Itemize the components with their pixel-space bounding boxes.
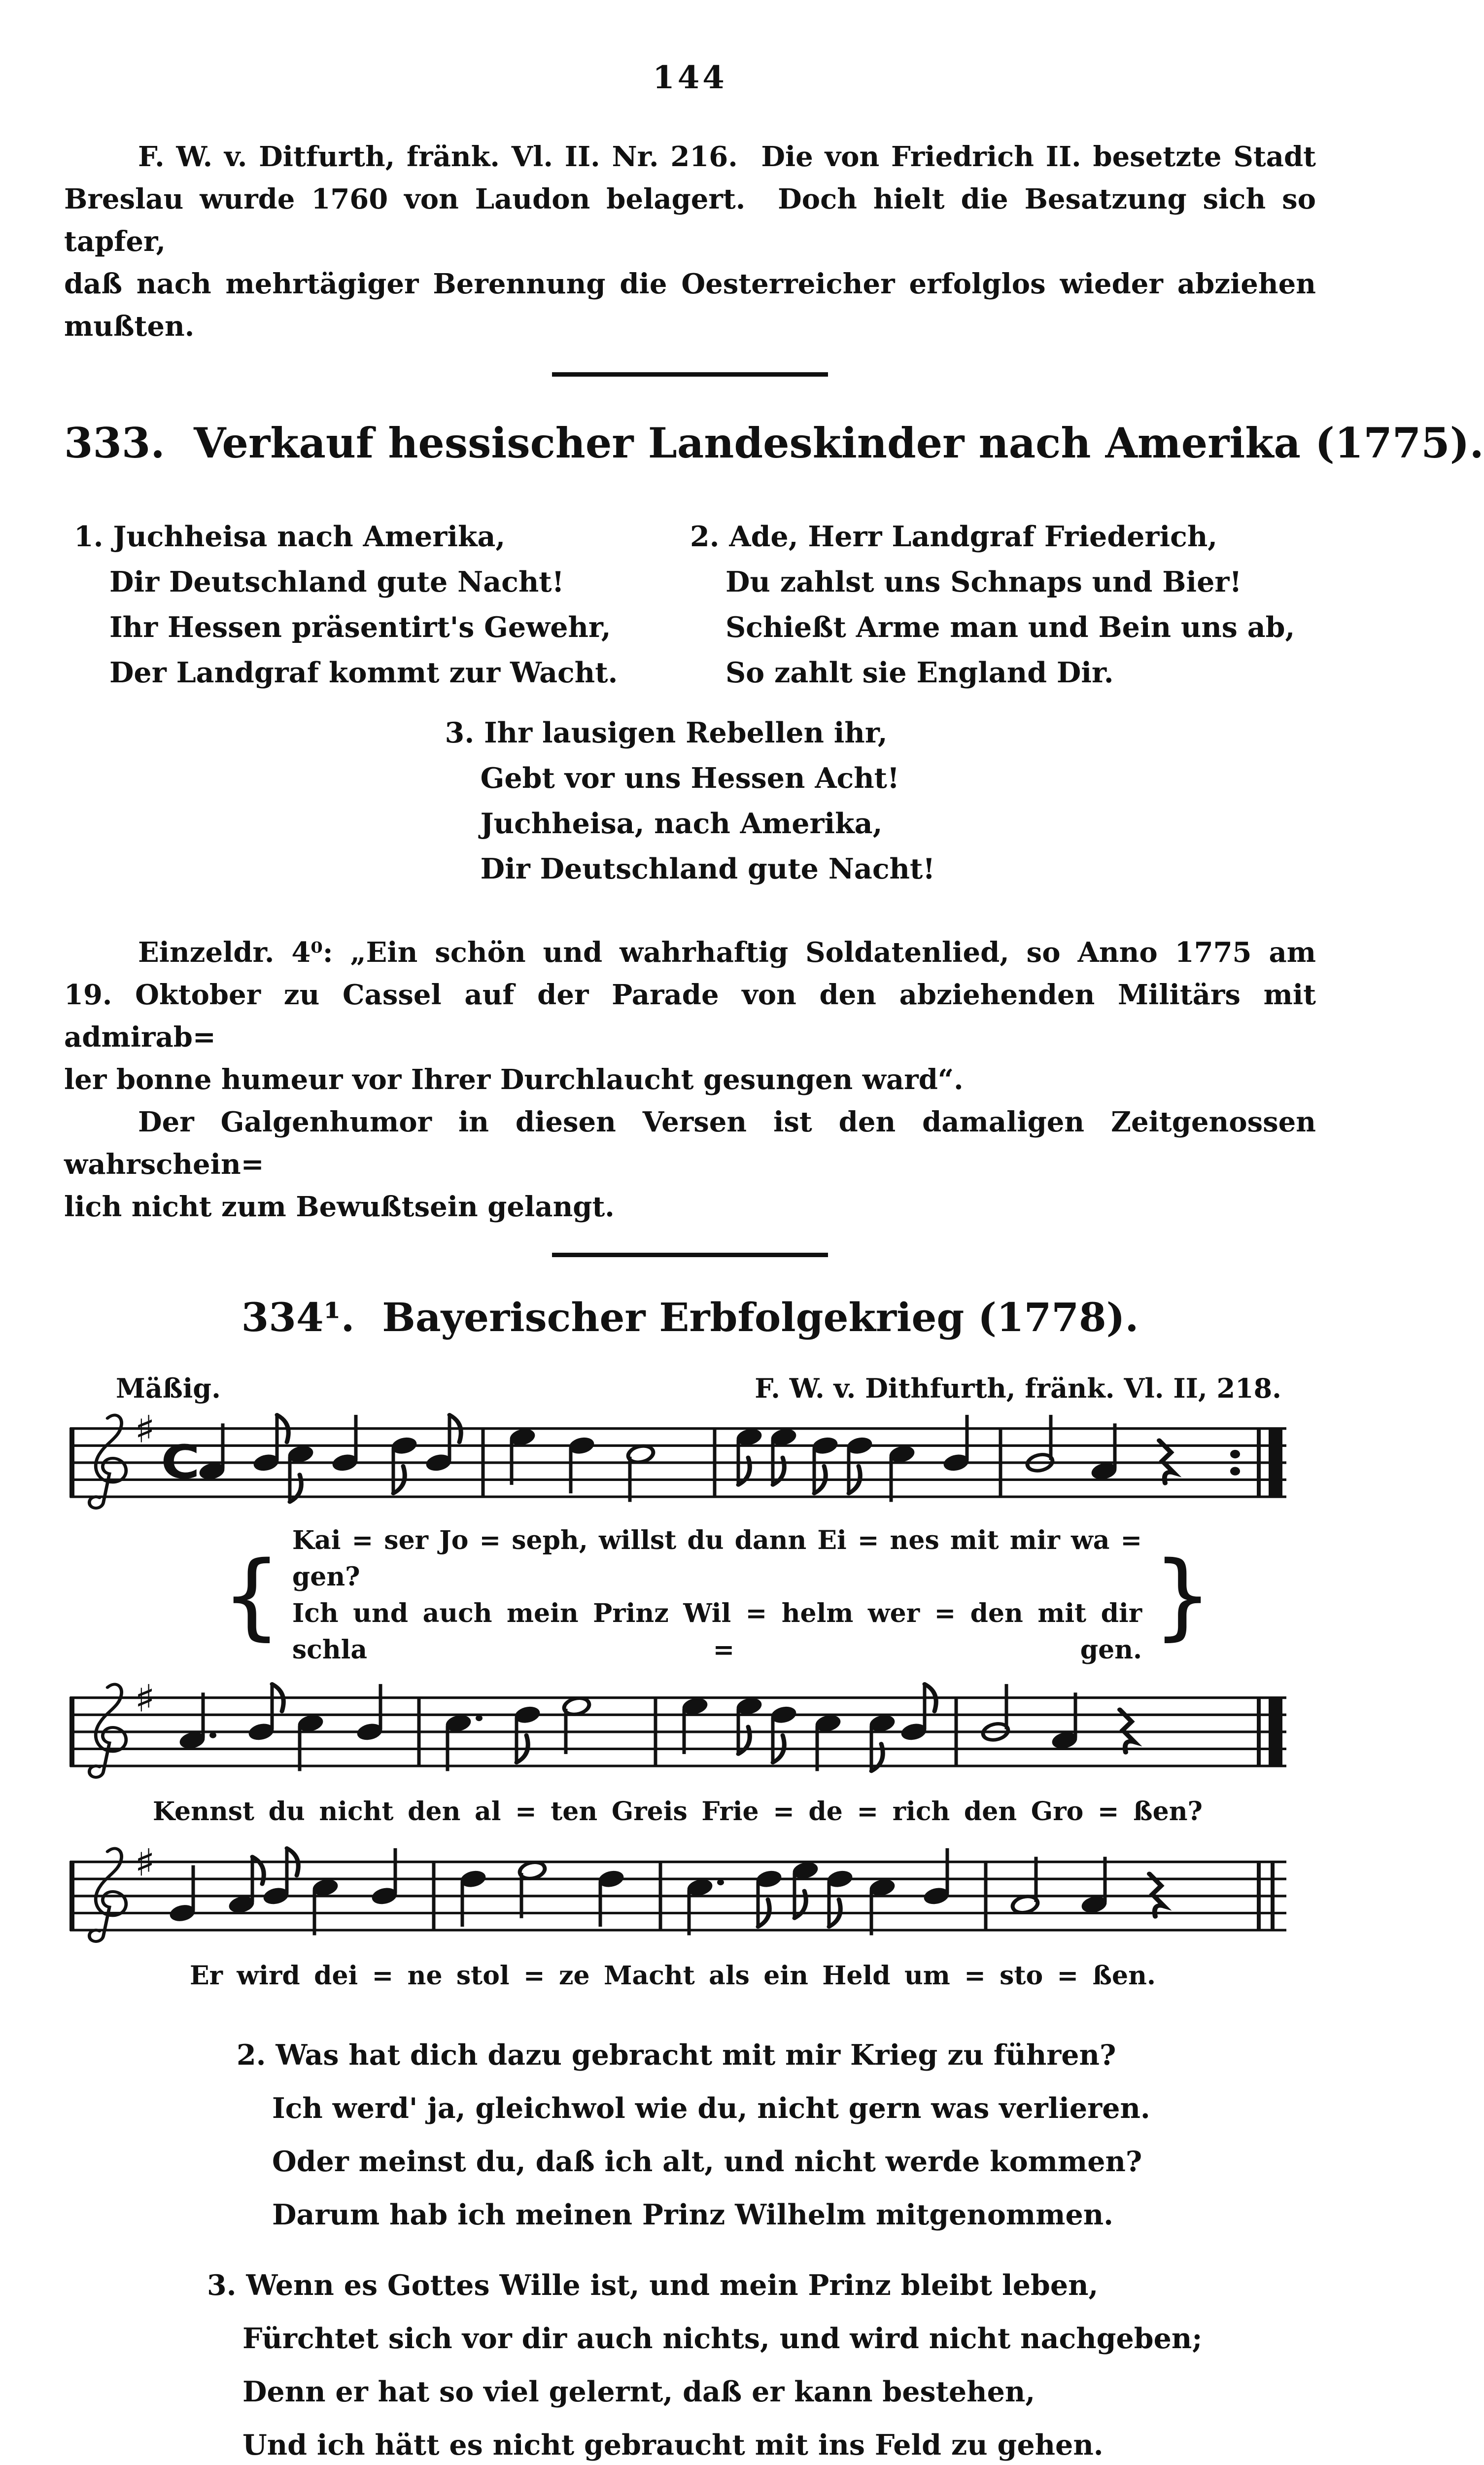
verse-line: Du zahlst uns Schnaps und Bier! bbox=[725, 565, 1242, 599]
song-334-verse-2 bbox=[237, 2029, 1380, 2242]
comment-line: lich nicht zum Bewußtsein gelangt. bbox=[64, 1191, 615, 1223]
note-line: 19. Oktober zu Cassel auf der Parade von den abziehenden Militärs mit admirab= bbox=[64, 979, 1316, 1054]
lyric-lines bbox=[281, 1522, 1153, 1668]
song-334-heading: 334¹. Bayerischer Erbfolgekrieg (1778). bbox=[241, 1294, 1139, 1340]
section-divider bbox=[552, 1253, 828, 1257]
verse-2 bbox=[690, 514, 1306, 696]
music-system-3 bbox=[64, 1841, 1316, 1994]
sung-lyrics-verse-1 bbox=[222, 1522, 1212, 1668]
note-line: Einzeldr. 4⁰: „Ein schön und wahrhaftig Soldatenlied, so Anno 1775 am bbox=[138, 936, 1316, 969]
verse-line: Darum hab ich meinen Prinz Wilhelm mitgenommen. bbox=[272, 2198, 1114, 2231]
music-staff-1 bbox=[64, 1408, 1316, 1522]
tempo-marking: Mäßig. bbox=[116, 1373, 221, 1404]
verse-line: Oder meinst du, daß ich alt, und nicht werde kommen? bbox=[272, 2145, 1142, 2178]
lyric-line: Kai = ser Jo = seph, willst du dann Ei = nes mit mir wa = gen? bbox=[292, 1525, 1142, 1592]
verse-3 bbox=[445, 710, 935, 892]
verse-line: 3. Wenn es Gottes Wille ist, und mein Prinz bleibt leben, bbox=[207, 2269, 1099, 2302]
verse-line: Ihr Hessen präsentirt's Gewehr, bbox=[109, 611, 611, 644]
song-333-verses bbox=[74, 514, 1306, 696]
verse-line: So zahlt sie England Dir. bbox=[725, 656, 1114, 689]
verse-line: 2. Was hat dich dazu gebracht mit mir Krieg zu führen? bbox=[237, 2039, 1116, 2072]
source-note-paragraph bbox=[64, 931, 1316, 1228]
song-333-heading: 333. Verkauf hessischer Landeskinder nach Amerika (1775). bbox=[64, 419, 1484, 467]
intro-line: daß nach mehrtägiger Berennung die Oesterreicher erfolglos wieder abziehen mußten. bbox=[64, 268, 1316, 343]
music-staff-2 bbox=[64, 1677, 1316, 1792]
verse-line: Juchheisa, nach Amerika, bbox=[480, 807, 883, 840]
page-number: 144 bbox=[653, 59, 727, 96]
verse-line: Der Landgraf kommt zur Wacht. bbox=[109, 656, 618, 689]
verse-line: Fürchtet sich vor dir auch nichts, und wird nicht nachgeben; bbox=[242, 2322, 1203, 2355]
verse-line: Dir Deutschland gute Nacht! bbox=[480, 852, 935, 885]
svg-text:♯: ♯ bbox=[134, 1841, 156, 1885]
lyric-line: Kennst du nicht den al = ten Greis Frie = de = rich den Gro = ßen? bbox=[153, 1796, 1203, 1827]
verse-line: Dir Deutschland gute Nacht! bbox=[109, 565, 564, 599]
section-divider bbox=[552, 372, 828, 377]
intro-paragraph bbox=[64, 136, 1316, 348]
comment-line: Der Galgenhumor in diesen Versen ist den damaligen Zeitgenossen wahrschein= bbox=[64, 1106, 1316, 1181]
lyric-line: Er wird dei = ne stol = ze Macht als ein Held um = sto = ßen. bbox=[190, 1961, 1156, 1991]
intro-line: Breslau wurde 1760 von Laudon belagert. Doch hielt die Besatzung sich so tapfer, bbox=[64, 183, 1316, 258]
verse-line: Denn er hat so viel gelernt, daß er kann bestehen, bbox=[242, 2375, 1035, 2408]
tempo-attribution-row bbox=[116, 1373, 1281, 1404]
left-brace: { bbox=[222, 1541, 281, 1650]
intro-line: F. W. v. Ditfurth, fränk. Vl. II. Nr. 216. Die von Friedrich II. besetzte Stadt bbox=[138, 141, 1316, 173]
verse-line: Ich werd' ja, gleichwol wie du, nicht gern was verlieren. bbox=[272, 2092, 1150, 2125]
song-334-verse-3 bbox=[207, 2259, 1380, 2465]
verse-line: 1. Juchheisa nach Amerika, bbox=[74, 520, 506, 553]
svg-text:♯: ♯ bbox=[134, 1408, 156, 1451]
music-system-2 bbox=[64, 1677, 1316, 1830]
source-attribution: F. W. v. Dithfurth, fränk. Vl. II, 218. bbox=[755, 1373, 1281, 1404]
verse-line: Gebt vor uns Hessen Acht! bbox=[480, 762, 900, 795]
verse-1 bbox=[74, 514, 690, 696]
lyric-line: Ich und auch mein Prinz Wil = helm wer = den mit dir schla = gen. bbox=[292, 1598, 1142, 1665]
svg-text:C: C bbox=[161, 1435, 200, 1489]
verse-line: 3. Ihr lausigen Rebellen ihr, bbox=[445, 716, 888, 749]
svg-text:♯: ♯ bbox=[134, 1677, 156, 1721]
note-line: ler bonne humeur vor Ihrer Durchlaucht gesungen ward“. bbox=[64, 1063, 964, 1096]
music-staff-3 bbox=[64, 1841, 1316, 1956]
verse-line: Und ich hätt es nicht gebraucht mit ins Feld zu gehen. bbox=[242, 2429, 1104, 2462]
right-brace: } bbox=[1153, 1541, 1212, 1650]
verse-line: Schießt Arme man und Bein uns ab, bbox=[725, 611, 1295, 644]
music-system-1 bbox=[64, 1408, 1316, 1668]
verse-line: 2. Ade, Herr Landgraf Friederich, bbox=[690, 520, 1218, 553]
